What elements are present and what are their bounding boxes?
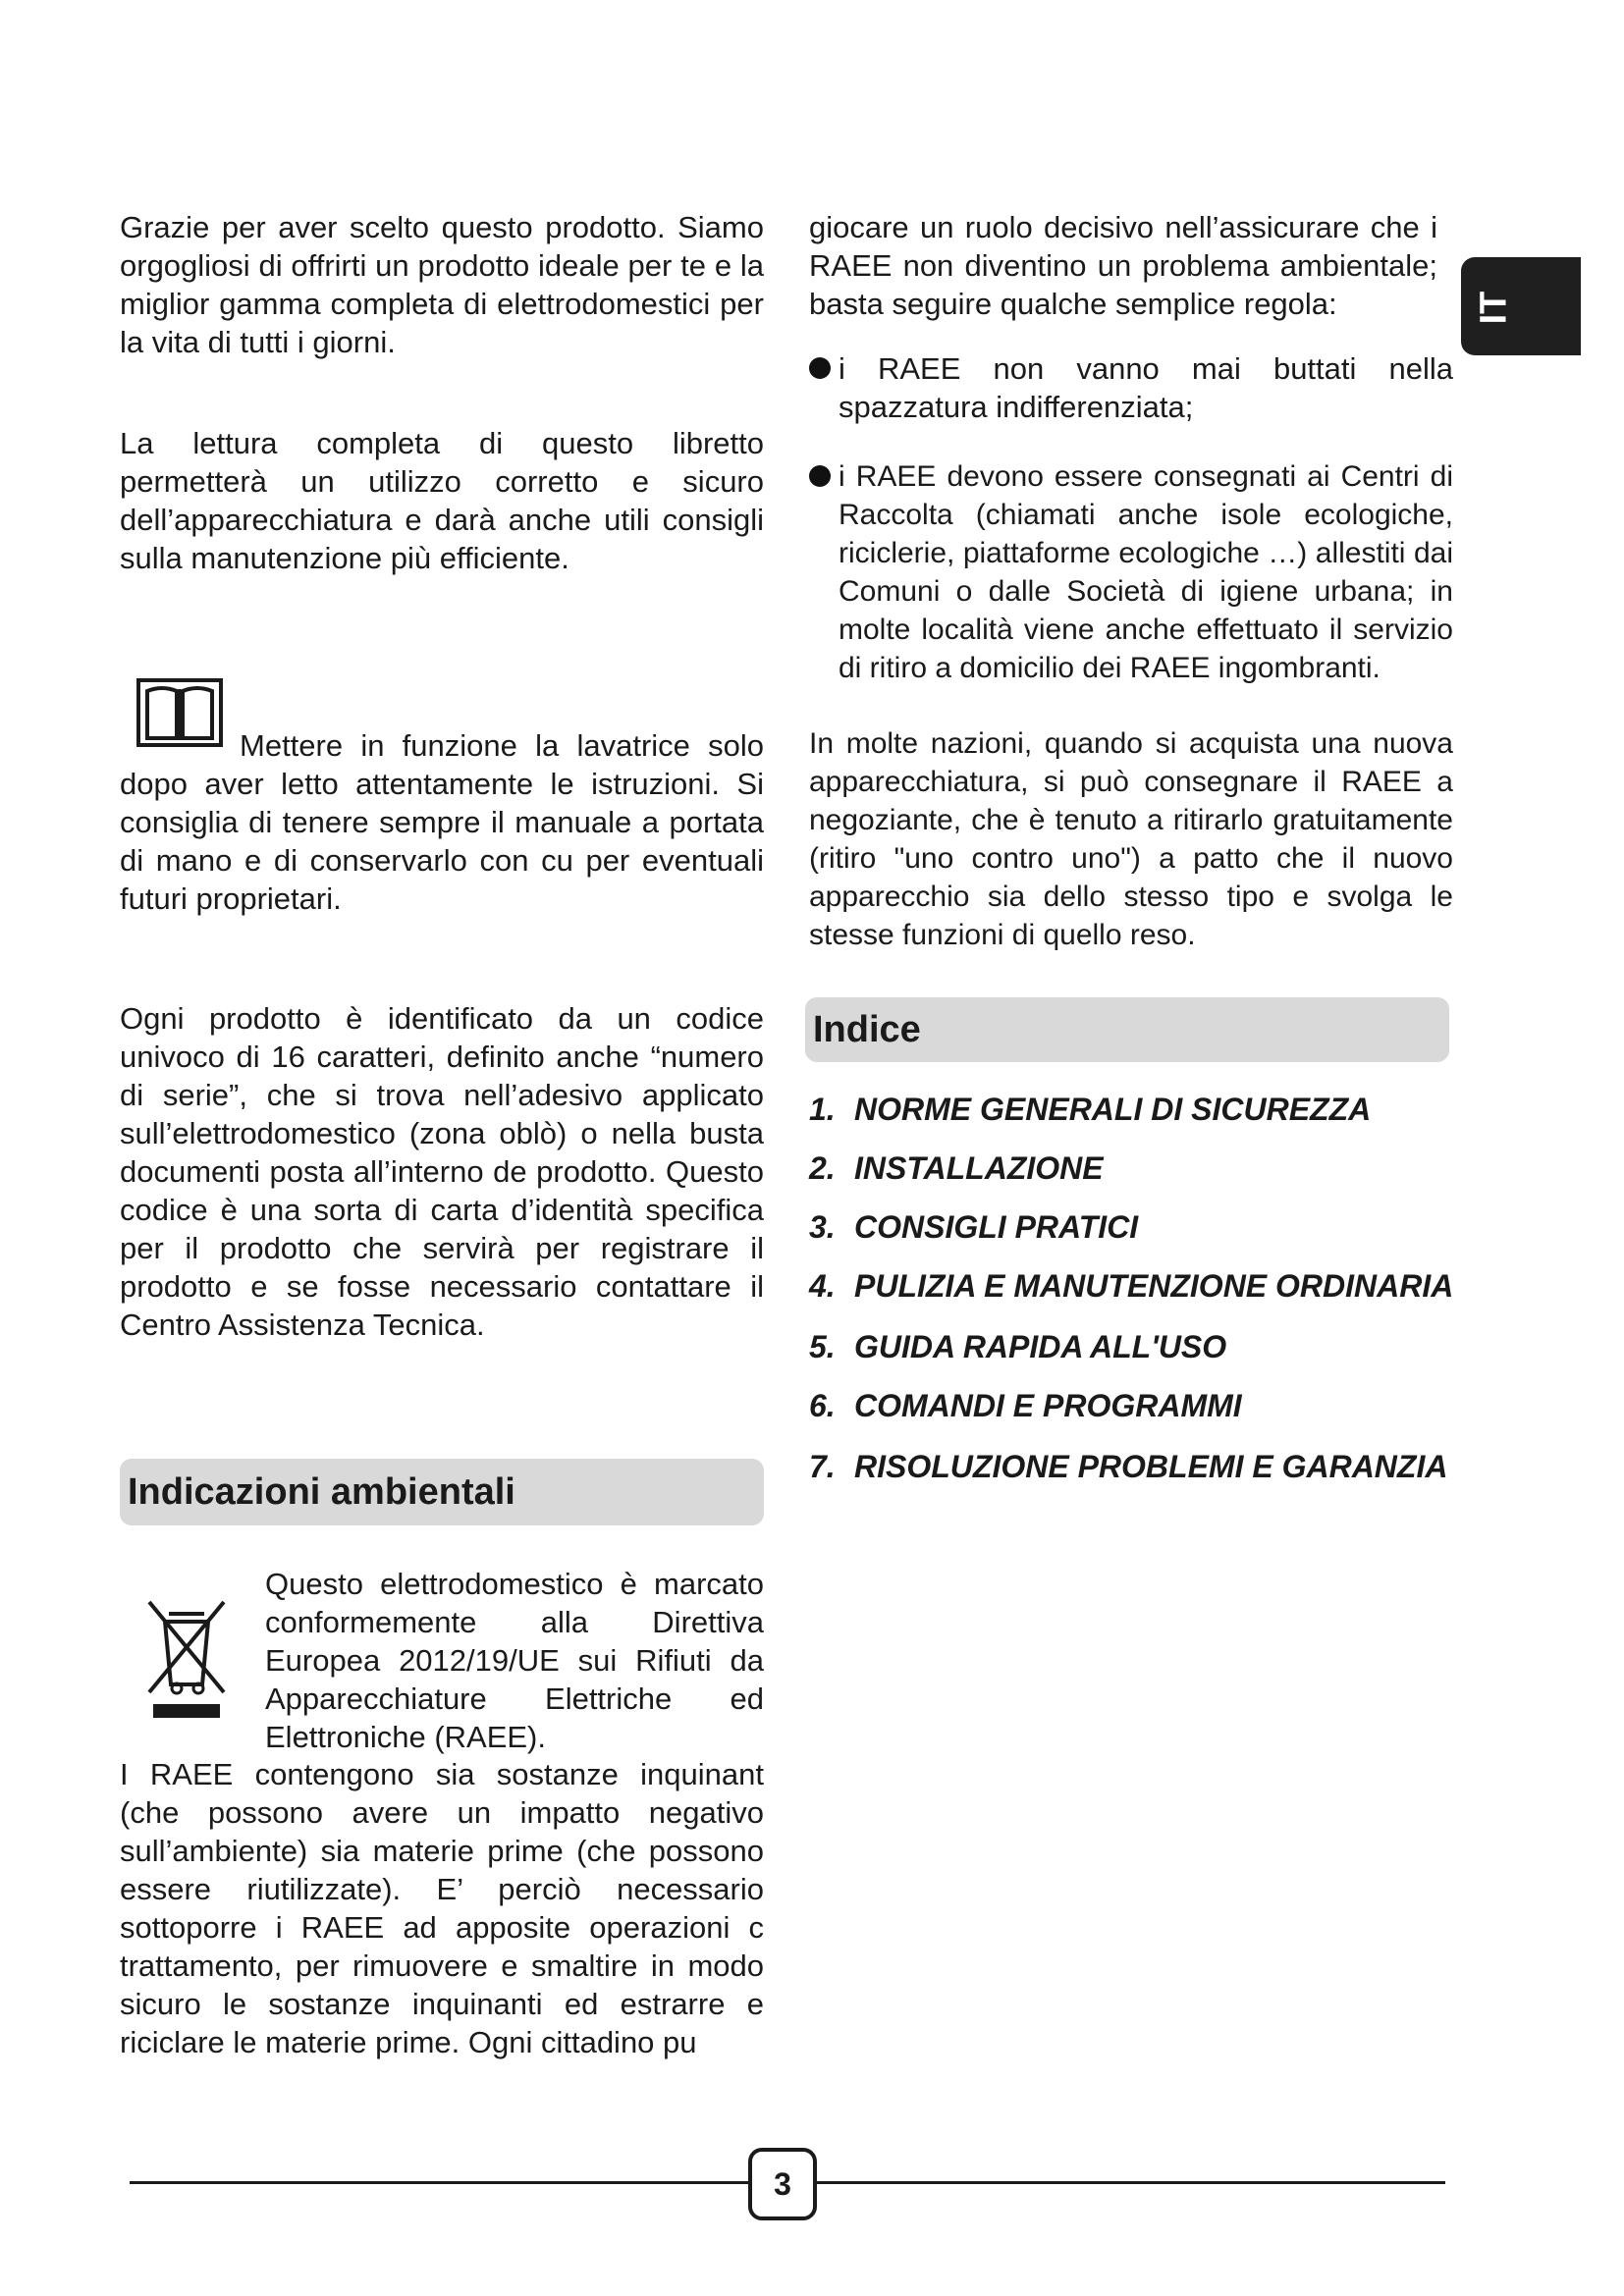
environment-heading: Indicazioni ambientali: [120, 1459, 764, 1525]
footer-rule-left: [130, 2181, 748, 2184]
toc-item[interactable]: 6. COMANDI E PROGRAMMI: [809, 1388, 1242, 1423]
bullet-dot: [809, 465, 831, 487]
toc-item[interactable]: 7. RISOLUZIONE PROBLEMI E GARANZIA: [809, 1449, 1448, 1484]
bullet-dot: [809, 357, 831, 379]
weee-bin-icon: [139, 1594, 234, 1722]
weee-continued-text: giocare un ruolo decisivo nell’assicurare che i RAEE non diventino un problema ambientale; basta seguire qualche semplice regola:: [809, 210, 1437, 321]
intro-paragraph-1: Grazie per aver scelto questo prodotto. Siamo orgogliosi di offrirti un prodotto ideale per te e la miglior gamma completa di elettrodomestici per la vita di tutti i giorni.: [120, 210, 764, 359]
weee-directive-text: Questo elettrodomestico è marcato conformemente alla Direttiva Europea 2012/19/UE sui Rifiuti da Apparecchiature Elettriche ed Elettroniche (RAEE).: [265, 1567, 764, 1754]
manual-note: Mettere in funzione la lavatrice solo dopo aver letto attentamente le istruzioni. Si consiglia di tenere sempre il manuale a portata di mano e di conservarlo con cu per eventuali futuri proprietari.: [120, 728, 764, 916]
toc-item[interactable]: 3. CONSIGLI PRATICI: [809, 1209, 1139, 1245]
toc-item[interactable]: 4. PULIZIA E MANUTENZIONE ORDINARIA: [809, 1268, 1454, 1304]
toc-item[interactable]: 1. NORME GENERALI DI SICUREZZA: [809, 1092, 1372, 1127]
footer-rule-right: [817, 2181, 1445, 2184]
toc-item[interactable]: 5. GUIDA RAPIDA ALL'USO: [809, 1329, 1227, 1364]
nations-text: In molte nazioni, quando si acquista una nuova apparecchiatura, si può consegnare il RAEE a negoziante, che è tenuto a ritirarlo gratuitamente (ritiro "uno contro uno") a patto che il nuovo apparecchio sia dello stesso tipo e svolga le stesse funzioni di quello reso.: [809, 727, 1453, 951]
language-tab-label: IT: [1473, 291, 1515, 325]
page-number: 3: [748, 2148, 817, 2220]
intro-paragraph-2: La lettura completa di questo libretto permetterà un utilizzo corretto e sicuro dell’apparecchiatura e darà anche utili consigli sulla manutenzione più efficiente.: [120, 426, 764, 575]
language-tab: [1461, 257, 1581, 355]
weee-body-text: I RAEE contengono sia sostanze inquinant (che possono avere un impatto negativo sull’ambiente) sia materie prime (che possono essere riutilizzate). E’ perciò necessario sottoporre i RAEE ad apposite operazioni c trattamento, per rimuovere e smaltire in modo sicuro le sostanze inquinanti ed estrarre e riciclare le materie prime. Ogni cittadino pu: [120, 1757, 764, 2059]
serial-number-note: Ogni prodotto è identificato da un codice univoco di 16 caratteri, definito anche “numero di serie”, che si trova nell’adesivo applicato sull’elettrodomestico (zona oblò) o nella busta documenti posta all’interno de prodotto. Questo codice è una sorta di carta d’identità specifica per il prodotto che servirà per registrare il prodotto e se fosse necessario contattare il Centro Assistenza Tecnica.: [120, 1001, 764, 1342]
index-heading: Indice: [805, 997, 1449, 1062]
toc-item[interactable]: 2. INSTALLAZIONE: [809, 1150, 1104, 1186]
